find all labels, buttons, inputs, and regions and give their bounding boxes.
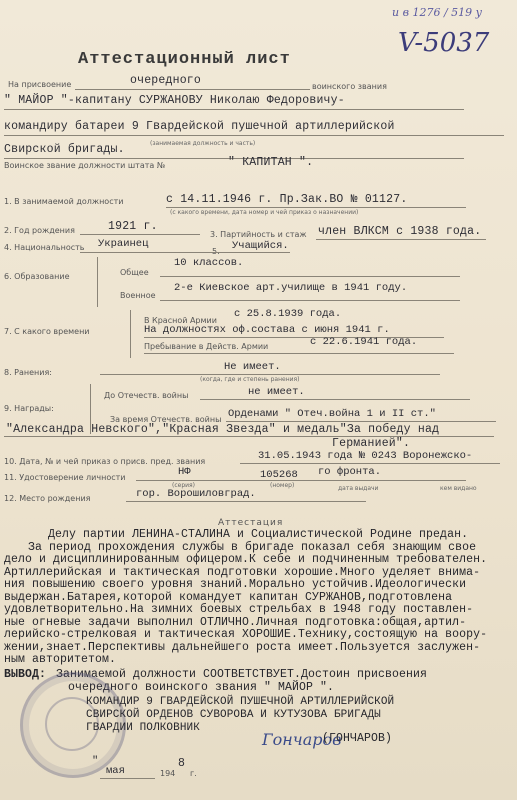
signature-block-3: ГВАРДИИ ПОЛКОВНИК bbox=[86, 722, 200, 734]
header-line-2: командиру батареи 9 Гвардейской пушечной артиллерийской bbox=[4, 120, 395, 133]
field-4-value: Украинец bbox=[98, 238, 149, 250]
do-otech-value: не имеет. bbox=[248, 386, 305, 398]
attestation-line: дело и дисциплинированным офицером.К себе и подчиненным требователен. bbox=[4, 553, 488, 566]
archive-number: V-5037 bbox=[398, 28, 490, 58]
date-day: " bbox=[92, 755, 99, 767]
prebyvanie-label: Пребывание в Действ. Армии bbox=[144, 342, 269, 351]
attestation-line: лерийско-стрелковая и тактическая ХОРОШИЕ.Технику,состоящую на воору- bbox=[4, 628, 488, 641]
vyvod-line-1: Занимаемой должности СООТВЕТСТВУЕТ.Достоин присвоения bbox=[56, 668, 428, 681]
attestation-line: ным авторитетом. bbox=[4, 653, 117, 666]
field-9-label: 9. Награды: bbox=[4, 404, 54, 413]
archive-note: и в 1276 / 519 у bbox=[392, 6, 483, 19]
field-3-label: 3. Партийность и стаж bbox=[210, 230, 307, 239]
voennoe-value: 2-е Киевское арт.училище в 1941 году. bbox=[174, 282, 408, 294]
v-krasnoy-value: с 25.8.1939 года. bbox=[234, 308, 342, 320]
date-suffix: г. bbox=[190, 769, 197, 778]
field-10-value-2: го фронта. bbox=[318, 466, 382, 478]
attestation-line: ные огневые задачи выполнил ОТЛИЧНО.Личная подготовка:общая,артил- bbox=[4, 615, 467, 629]
field-2-label: 2. Год рождения bbox=[4, 226, 75, 235]
obshchee-value: 10 классов. bbox=[174, 257, 244, 269]
field-8-label: 8. Ранения: bbox=[4, 368, 52, 377]
field-8-value: Не имеет. bbox=[224, 361, 281, 373]
field-6-label: 6. Образование bbox=[4, 272, 70, 281]
vyvod-label: ВЫВОД: bbox=[4, 668, 47, 681]
field-11-label: 11. Удостоверение личности bbox=[4, 473, 126, 482]
signature-block-1: КОМАНДИР 9 ГВАРДЕЙСКОЙ ПУШЕЧНОЙ АРТИЛЛЕРИЙСКОЙ bbox=[86, 696, 395, 708]
shtat-label: Воинское звание должности штата № bbox=[4, 161, 166, 170]
field-10-value: 31.05.1943 года № 0243 Воронежско- bbox=[258, 450, 473, 462]
attestation-line: Артиллерийская и тактическая подготовки хорошие.Много уделяет внима- bbox=[4, 565, 481, 579]
field-11-number: 105268 bbox=[260, 469, 298, 481]
seria-label: (серия) bbox=[172, 482, 195, 489]
nomer-label: (номер) bbox=[270, 482, 295, 489]
shtat-value: " КАПИТАН ". bbox=[228, 156, 314, 169]
attestation-heading: Аттестация bbox=[218, 518, 284, 528]
field-1-value: с 14.11.1946 г. Пр.Зак.ВО № 01127. bbox=[166, 193, 408, 206]
field-8-sub: (когда, где и степень ранения) bbox=[200, 376, 300, 383]
field-12-value: гор. Ворошиловград. bbox=[136, 488, 256, 500]
field-5-label: 5. bbox=[212, 247, 220, 256]
signer-name: (ГОНЧАРОВ) bbox=[322, 732, 393, 745]
do-otech-label: До Отечеств. войны bbox=[104, 391, 189, 400]
vyvod-line-2: очередного воинского звания " МАЙОР ". bbox=[68, 681, 335, 694]
na-prisvoenie-label: На присвоение bbox=[8, 80, 72, 89]
signature-block-2: СВИРСКОЙ ОРДЕНОВ СУВОРОВА И КУТУЗОВА БРИГАДЫ bbox=[86, 709, 381, 721]
obshchee-label: Общее bbox=[120, 268, 149, 277]
attestation-line: выдержан.Батарея,которой командует капитан СУРЖАНОВ,подготовлена bbox=[4, 590, 453, 604]
field-1-sub: (с какого времени, дата номер и чей приказ о назначении) bbox=[170, 209, 359, 216]
field-4-label: 4. Национальность bbox=[4, 243, 85, 252]
attestation-line: За период прохождения службы в бригаде показал себя знающим свое bbox=[28, 540, 477, 554]
document-title: Аттестационный лист bbox=[78, 50, 291, 69]
attestation-line: удовлетворительно.На зимних боевых стрельбах в 1948 году поставлен- bbox=[4, 603, 474, 616]
attestation-body bbox=[4, 528, 508, 666]
field-11-seria: НФ bbox=[178, 466, 191, 478]
header-line-1: " МАЙОР "-капитану СУРЖАНОВУ Николаю Федоровичу- bbox=[4, 94, 345, 107]
date-month: мая bbox=[106, 765, 125, 777]
field-12-label: 12. Место рождения bbox=[4, 494, 91, 503]
kem-vydano-label: кем видано bbox=[440, 485, 477, 492]
attestation-line: Делу партии ЛЕНИНА-СТАЛИНА и Социалистической Родине предан. bbox=[48, 528, 469, 541]
zanimaemaya-label: (занимаемая должность и часть) bbox=[150, 140, 256, 147]
v-krasnoy-label: В Красной Армии bbox=[144, 316, 217, 325]
attestation-line: ния повышению своего уровня знаний.Морально устойчив.Идеологически bbox=[4, 578, 467, 591]
field-3-value: член ВЛКСМ с 1938 года. bbox=[318, 225, 482, 238]
ocherednogo-text: очередного bbox=[130, 74, 202, 87]
handwritten-signature: Гончаров bbox=[262, 730, 342, 749]
na-dolzhnostyakh-value: На должностях оф.состава с июня 1941 г. bbox=[144, 324, 390, 336]
data-vydachi-label: дата выдачи bbox=[338, 485, 379, 492]
field-2-value: 1921 г. bbox=[108, 220, 158, 233]
voennoe-label: Военное bbox=[120, 291, 156, 300]
date-year-suffix: 8 bbox=[178, 757, 186, 770]
nagrady-line-3: Германией". bbox=[332, 437, 411, 450]
field-1-label: 1. В занимаемой должности bbox=[4, 197, 124, 206]
field-5-value: Учащийся. bbox=[232, 240, 289, 252]
nagrady-line-2: "Александра Невского","Красная Звезда" и медаль"За победу над bbox=[6, 423, 440, 436]
za-vremya-label: За время Отечеств. войны bbox=[110, 415, 222, 424]
date-year-prefix: 194 bbox=[160, 769, 176, 778]
field-10-label: 10. Дата, № и чей приказ о присв. пред. звания bbox=[4, 457, 206, 466]
prebyvanie-value: с 22.6.1941 года. bbox=[310, 336, 418, 348]
header-line-3: Свирской бригады. bbox=[4, 143, 125, 156]
attestation-line: жении,знает.Перспективы дальнейшего роста имеет.Пользуется заслужен- bbox=[4, 640, 481, 654]
field-7-label: 7. С какого времени bbox=[4, 327, 90, 336]
voinskogo-zvaniya-label: воинского звания bbox=[312, 82, 387, 91]
za-vremya-value: Орденами " Отеч.война 1 и II ст." bbox=[228, 408, 436, 420]
